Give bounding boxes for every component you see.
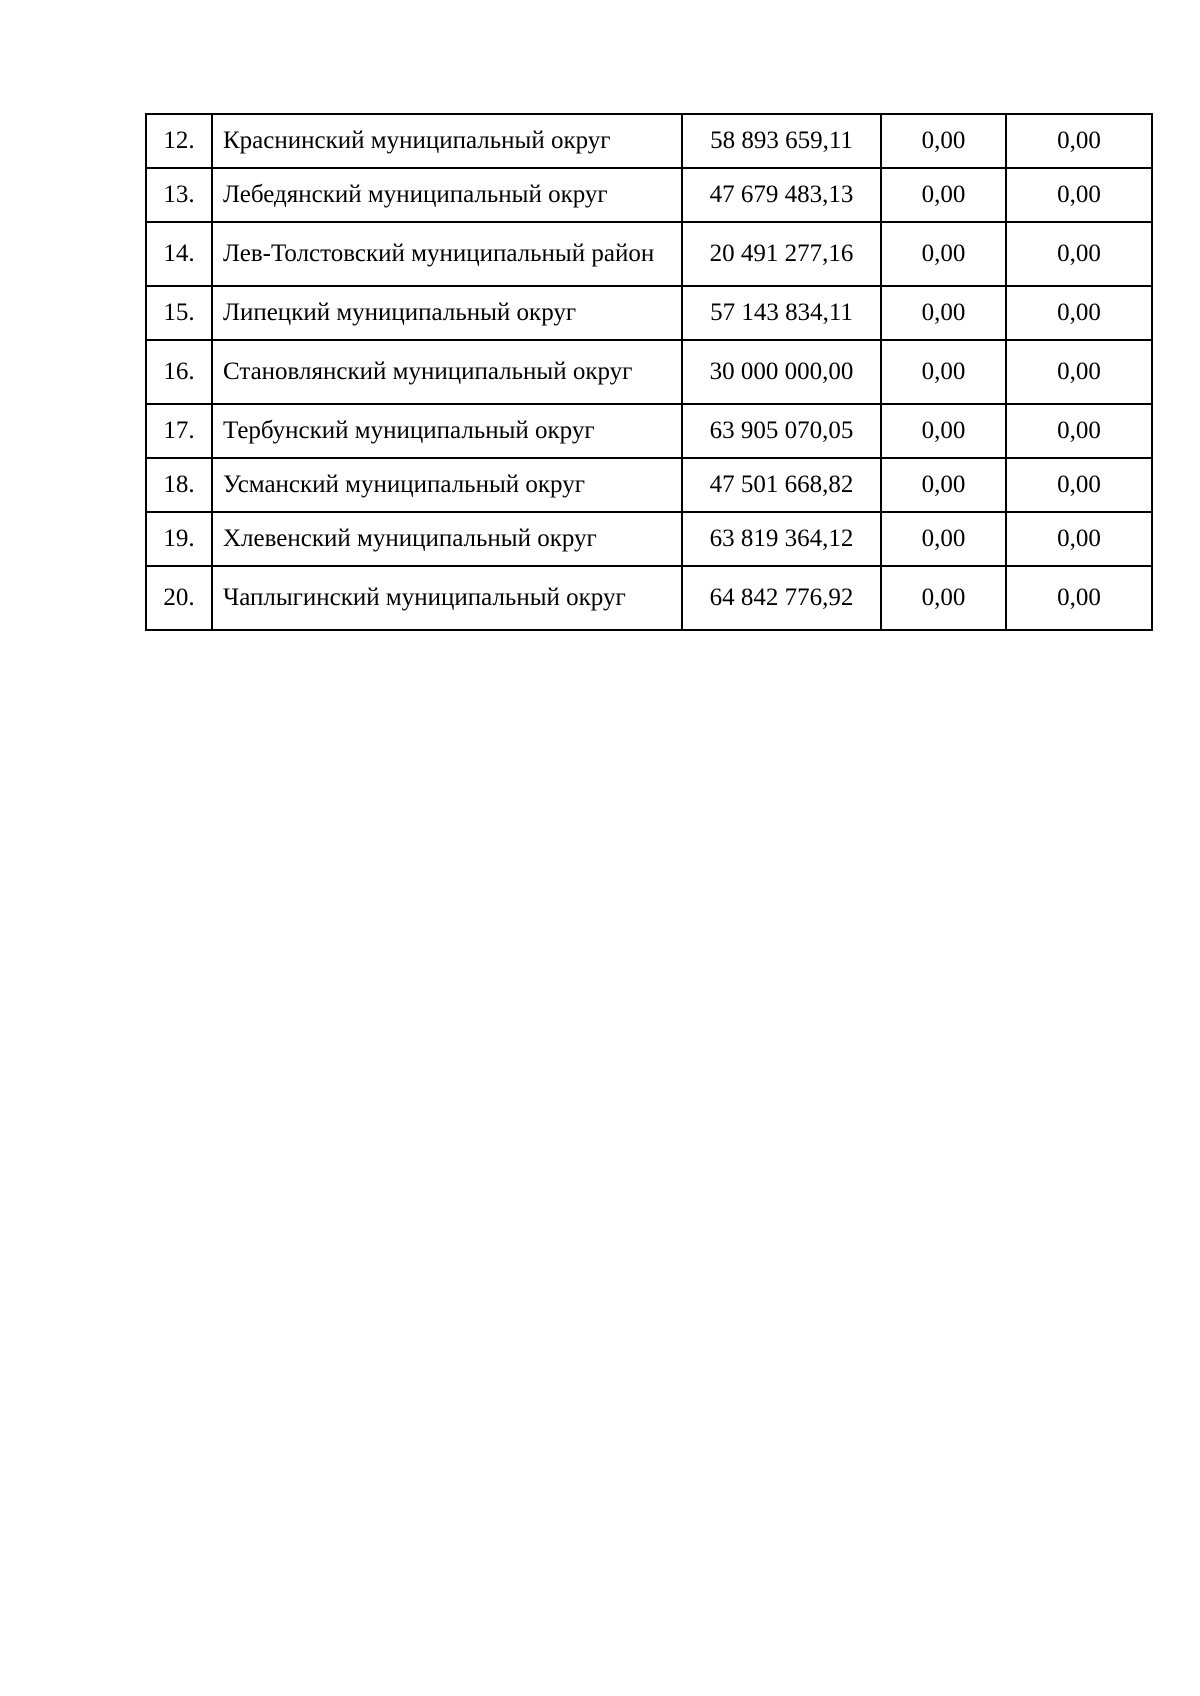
third-value: 0,00 xyxy=(1006,512,1152,566)
third-value: 0,00 xyxy=(1006,566,1152,630)
row-number: 13. xyxy=(146,168,212,222)
table-row xyxy=(146,566,1152,630)
amount-value: 20 491 277,16 xyxy=(682,222,881,286)
table-row xyxy=(146,340,1152,404)
amount-value: 63 905 070,05 xyxy=(682,404,881,458)
table-row xyxy=(146,286,1152,340)
amount-value: 58 893 659,11 xyxy=(682,114,881,168)
table-row xyxy=(146,512,1152,566)
table-row xyxy=(146,458,1152,512)
municipality-name: Чаплыгинский муниципальный округ xyxy=(212,566,682,630)
third-value: 0,00 xyxy=(1006,458,1152,512)
table-row xyxy=(146,114,1152,168)
amount-value: 57 143 834,11 xyxy=(682,286,881,340)
municipality-name: Хлевенский муниципальный округ xyxy=(212,512,682,566)
row-number: 18. xyxy=(146,458,212,512)
second-value: 0,00 xyxy=(881,340,1006,404)
second-value: 0,00 xyxy=(881,114,1006,168)
second-value: 0,00 xyxy=(881,566,1006,630)
third-value: 0,00 xyxy=(1006,404,1152,458)
municipality-name: Тербунский муниципальный округ xyxy=(212,404,682,458)
amount-value: 47 679 483,13 xyxy=(682,168,881,222)
third-value: 0,00 xyxy=(1006,168,1152,222)
third-value: 0,00 xyxy=(1006,114,1152,168)
table-row xyxy=(146,168,1152,222)
row-number: 16. xyxy=(146,340,212,404)
second-value: 0,00 xyxy=(881,222,1006,286)
municipality-name: Усманский муниципальный округ xyxy=(212,458,682,512)
third-value: 0,00 xyxy=(1006,340,1152,404)
municipality-name: Лев-Толстовский муниципальный район xyxy=(212,222,682,286)
second-value: 0,00 xyxy=(881,168,1006,222)
municipality-name: Краснинский муниципальный округ xyxy=(212,114,682,168)
second-value: 0,00 xyxy=(881,458,1006,512)
allocation-table xyxy=(145,113,1153,631)
amount-value: 47 501 668,82 xyxy=(682,458,881,512)
second-value: 0,00 xyxy=(881,512,1006,566)
municipality-name: Становлянский муниципальный округ xyxy=(212,340,682,404)
amount-value: 63 819 364,12 xyxy=(682,512,881,566)
row-number: 20. xyxy=(146,566,212,630)
second-value: 0,00 xyxy=(881,404,1006,458)
municipality-name: Лебедянский муниципальный округ xyxy=(212,168,682,222)
table-row xyxy=(146,404,1152,458)
row-number: 19. xyxy=(146,512,212,566)
row-number: 14. xyxy=(146,222,212,286)
third-value: 0,00 xyxy=(1006,286,1152,340)
second-value: 0,00 xyxy=(881,286,1006,340)
row-number: 17. xyxy=(146,404,212,458)
municipality-name: Липецкий муниципальный округ xyxy=(212,286,682,340)
amount-value: 30 000 000,00 xyxy=(682,340,881,404)
table-row xyxy=(146,222,1152,286)
row-number: 15. xyxy=(146,286,212,340)
amount-value: 64 842 776,92 xyxy=(682,566,881,630)
table-body xyxy=(146,114,1152,630)
row-number: 12. xyxy=(146,114,212,168)
third-value: 0,00 xyxy=(1006,222,1152,286)
